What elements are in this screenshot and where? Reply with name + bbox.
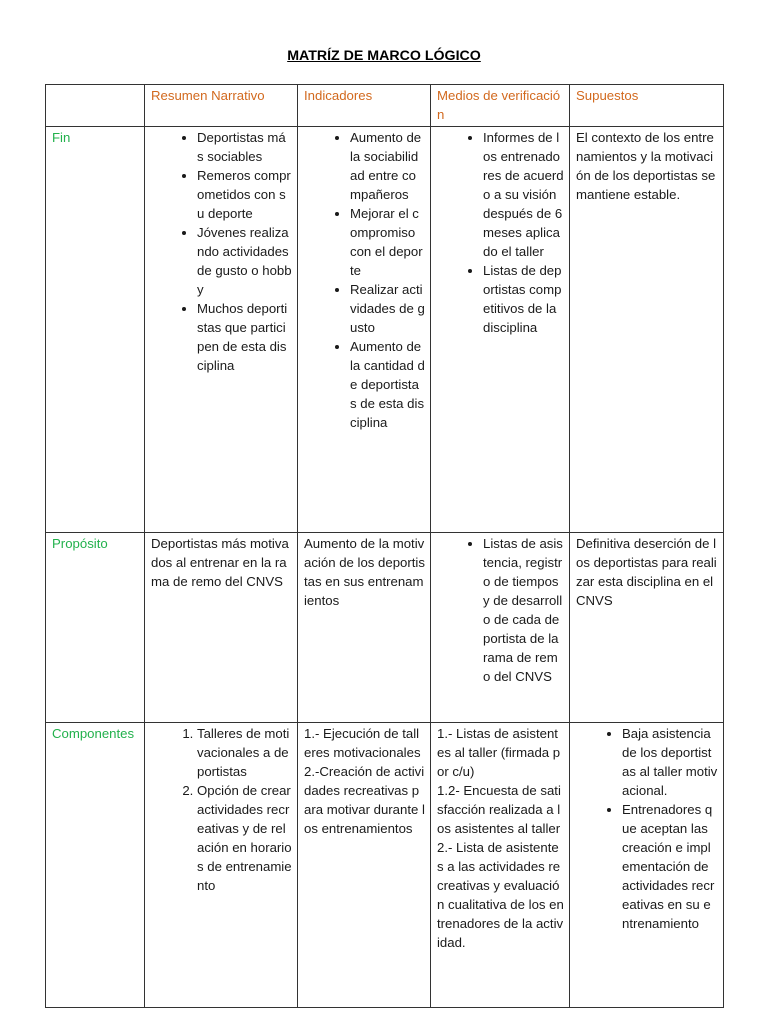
cell-fin-supuestos: El contexto de los entrenamientos y la motivación de los deportistas se mantiene estable. — [570, 127, 724, 533]
bullet-list — [576, 724, 718, 933]
row-label-componentes: Componentes — [46, 723, 145, 1008]
list-item: • Realizar actividades de gusto — [350, 280, 425, 337]
cell-componentes-supuestos — [570, 723, 724, 1008]
header-empty — [46, 85, 145, 127]
cell-componentes-indicadores — [298, 723, 431, 1008]
list-item: 2. Opción de crear actividades recreativas y de relación en horarios de entrenamiento — [197, 781, 292, 895]
bullet-list — [304, 128, 425, 432]
list-item: • Mejorar el compromiso con el deporte — [350, 204, 425, 280]
header-resumen-narrativo: Resumen Narrativo — [145, 85, 298, 127]
row-proposito — [46, 533, 724, 723]
list-item: • Listas de deportistas competitivos de la disciplina — [483, 261, 564, 337]
row-fin — [46, 127, 724, 533]
text-line: 2.- Lista de asistentes a las actividades recreativas y evaluación cualitativa de los entrenadores de la actividad. — [437, 840, 564, 950]
cell-proposito-indicadores: Aumento de la motivación de los deportistas en sus entrenamientos — [298, 533, 431, 723]
cell-fin-medios — [431, 127, 570, 533]
bullet-list — [437, 534, 564, 686]
text-line: 1.- Ejecución de talleres motivacionales — [304, 726, 421, 760]
list-item: • Jóvenes realizando actividades de gusto o hobby — [197, 223, 292, 299]
bullet-list — [151, 128, 292, 375]
cell-proposito-medios — [431, 533, 570, 723]
row-label-fin: Fin — [46, 127, 145, 533]
header-medios-verificacion: Medios de verificación — [431, 85, 570, 127]
list-item: • Aumento de la sociabilidad entre compañeros — [350, 128, 425, 204]
document-title: MATRÍZ DE MARCO LÓGICO — [287, 48, 481, 64]
header-row — [46, 85, 724, 127]
row-componentes — [46, 723, 724, 1008]
text-line: 1.- Listas de asistentes al taller (firmada por c/u) — [437, 726, 561, 779]
list-item: • Informes de los entrenadores de acuerdo a su visión después de 6 meses aplicado el taller — [483, 128, 564, 261]
list-item: • Aumento de la cantidad de deportistas de esta disciplina — [350, 337, 425, 432]
cell-proposito-supuestos: Definitiva deserción de los deportistas para realizar esta disciplina en el CNVS — [570, 533, 724, 723]
row-label-proposito: Propósito — [46, 533, 145, 723]
list-item: • Baja asistencia de los deportistas al taller motivacional. — [622, 724, 718, 800]
list-item: • Deportistas más sociables — [197, 128, 292, 166]
text-line: 2.-Creación de actividades recreativas para motivar durante los entrenamientos — [304, 764, 425, 836]
text-line: 1.2- Encuesta de satisfacción realizada a los asistentes al taller — [437, 783, 561, 836]
cell-fin-resumen — [145, 127, 298, 533]
list-item: • Remeros comprometidos con su deporte — [197, 166, 292, 223]
header-supuestos: Supuestos — [570, 85, 724, 127]
list-item: 1. Talleres de motivacionales a deportistas — [197, 724, 292, 781]
cell-proposito-resumen: Deportistas más motivados al entrenar en la rama de remo del CNVS — [145, 533, 298, 723]
cell-componentes-resumen — [145, 723, 298, 1008]
header-indicadores: Indicadores — [298, 85, 431, 127]
cell-componentes-medios — [431, 723, 570, 1008]
list-item: • Entrenadores que aceptan las creación e implementación de actividades recreativas en su entrenamiento — [622, 800, 718, 933]
numbered-list — [151, 724, 292, 895]
list-item: • Muchos deportistas que participen de esta disciplina — [197, 299, 292, 375]
cell-fin-indicadores — [298, 127, 431, 533]
bullet-list — [437, 128, 564, 337]
logical-framework-table — [45, 84, 724, 1008]
list-item: • Listas de asistencia, registro de tiempos y de desarrollo de cada deportista de la rama de remo del CNVS — [483, 534, 564, 686]
